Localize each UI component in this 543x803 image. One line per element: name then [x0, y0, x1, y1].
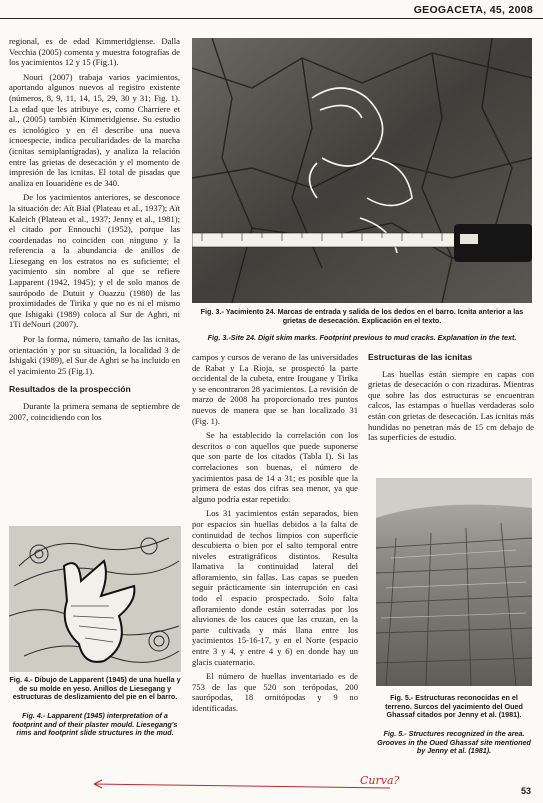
left-paragraph-5: Durante la primera semana de septiembre de 2007, coincidiendo con los	[9, 401, 180, 422]
left-paragraph-2: Nouri (2007) trabaja varios yacimientos, aportando algunos nuevos al registro existente (números, 8, 9, 11, 14, 15, 29, 30 y 31; Fig. 1). La edad que les atribuye es, como Charriere et al., (2005) también Kimmeridgiense. Su estudio es icnológico y en él describe una nueva icnoespecie, indica peculiaridades de la marcha (icnitas semiplantígradas), y analiza la relación entre las grietas de desecación y el momento de impresión de las icnitas. El total de pisadas que analiza en Iouaridène es de 340.	[9, 71, 180, 188]
middle-column	[192, 352, 358, 718]
left-column	[9, 36, 180, 426]
middle-paragraph-4: El número de huellas inventariado es de 753 de las que 520 son terópodas, 200 saurópodas, 18 ornitópodas y 9 no identificadas.	[192, 671, 358, 713]
fig5-photo	[376, 478, 532, 686]
right-column	[368, 352, 534, 447]
section-title-results: Resultados de la prospección	[9, 384, 131, 395]
fig4-caption-es: Fig. 4.- Dibujo de Lapparent (1945) de una huella y de su molde en yeso. Anillos de Liesegang y estructuras de deslizamiento del pie en el barro.	[9, 675, 181, 702]
left-paragraph-4: Por la forma, número, tamaño de las icnitas, orientación y por su situación, la localidad 3 de Ishigaki (1989), el Sur de Aghri se ha incluido en el yacimiento 25 (Fig.1).	[9, 334, 180, 376]
section-title-structures: Estructuras de las icnitas	[368, 352, 473, 362]
grooves-photo-svg	[376, 478, 532, 686]
mudcrack-photo-svg	[192, 38, 532, 303]
left-paragraph-3: De los yacimientos anteriores, se desconoce la situación de: Aït Bial (Plateau et al., 1937); Aït Kaleich (Plateau et al., 1937; Jenny et al., 1981); el citado por Ennouchi (1952), porque las coordenadas no coinciden con ninguno y la referencia a la abundancia de anillos de Liesegang en los estratos no es suficiente; el yacimiento sin nombre al que se refiere Lapparent (1942, 1945); y el de solo manos de saurópodo de Dutuit y Ouazzu (1980) de las proximidades de Tirika y que no es ni el mismo que Ishigaki (1989) coloca al Sur de Aghri, ni 1Ti deNouri (2007).	[9, 192, 180, 330]
fig4-drawing	[9, 526, 181, 672]
fig3-photo	[192, 38, 532, 303]
journal-title: GEOGACETA, 45, 2008	[413, 4, 533, 16]
left-paragraph-1: regional, es de edad Kimmeridgiense. Dalla Vecchia (2005) comenta y muestra fotografías de los yacimientos 12 y 15 (Fig.1).	[9, 36, 180, 68]
fig3-caption-es: Fig. 3.- Yacimiento 24. Marcas de entrada y salida de los dedos en el barro. Icnita anterior a las grietas de desecación. Explicación en el texto.	[200, 307, 524, 325]
header-rule	[0, 18, 543, 19]
middle-paragraph-3: Los 31 yacimientos están separados, bien por espacios sin huellas debidos a la falta de continuidad de techos limpios con superficie descubierta o bien por el salto temporal entre niveles estratigráficos distintos. Resulta llamativa la continuidad lateral del afloramiento, sin fallas. Las capas se pueden seguir prácticamente sin interrupción en casi todo el espacio prospectado. Solo falta afloramiento donde están soterradas por los aluviones de los cauces que las cruzan, en la parte cultivada y más llana entre los yacimientos 15-16-17, y en el Norte (espacio entre 3 y 4, y entre 4 y 6) en donde hay un glacis cuaternario.	[192, 508, 358, 667]
middle-paragraph-1: campos y cursos de verano de las universidades de Rabat y La Rioja, se prospectó la parte occidental de la cubeta, entre Irougane y Tirika y se encontraron 28 yacimientos. La revisión de marzo de 2008 ha proporcionado tres puntos nuevos de manera que se han localizado 31 (Fig. 1).	[192, 352, 358, 426]
fig3-caption-en: Fig. 3.-Site 24. Digit skim marks. Footprint previous to mud cracks. Explanation in the text.	[207, 333, 517, 342]
fig5-caption-es: Fig. 5.- Estructuras reconocidas en el terreno. Surcos del yacimiento del Oued Ghassaf citados por Jenny et al. (1981).	[385, 693, 523, 720]
middle-paragraph-2: Se ha establecido la correlación con los descritos o con aquellos que puede suponerse que son parte de los citados (Tabla I). Si las correlaciones son buenas, el número de yacimientos pasa de 14 a 31; es posible que la primera de estas dos cifras sea menor, ya que alguno podría estar repetido.	[192, 430, 358, 504]
fig5-caption-en: Fig. 5.- Structures recognized in the area. Grooves in the Oued Ghassaf site mentioned by Jenny et al. (1981).	[377, 729, 531, 756]
handwritten-note: Curva?	[360, 774, 400, 787]
right-paragraph-1: Las huellas están siempre en capas con grietas de desecación o con rizaduras. Mientras que sobre las dos estructuras se encuentran calcos, las estampas o huellas verdaderas solo están con grietas de desecación. Las icnitas más hundidas no penetran más de 15 cm debajo de las superficies de estudio.	[368, 368, 534, 443]
handwritten-annotation	[90, 772, 420, 794]
page-header	[0, 0, 543, 22]
footprint-drawing-svg	[9, 526, 181, 672]
fig4-caption-en: Fig. 4.- Lapparent (1945) interpretation of a footprint and of their plaster mould. Liesegang's rims and footprint slide structures in the mud.	[12, 711, 178, 738]
page-number: 53	[520, 786, 531, 796]
